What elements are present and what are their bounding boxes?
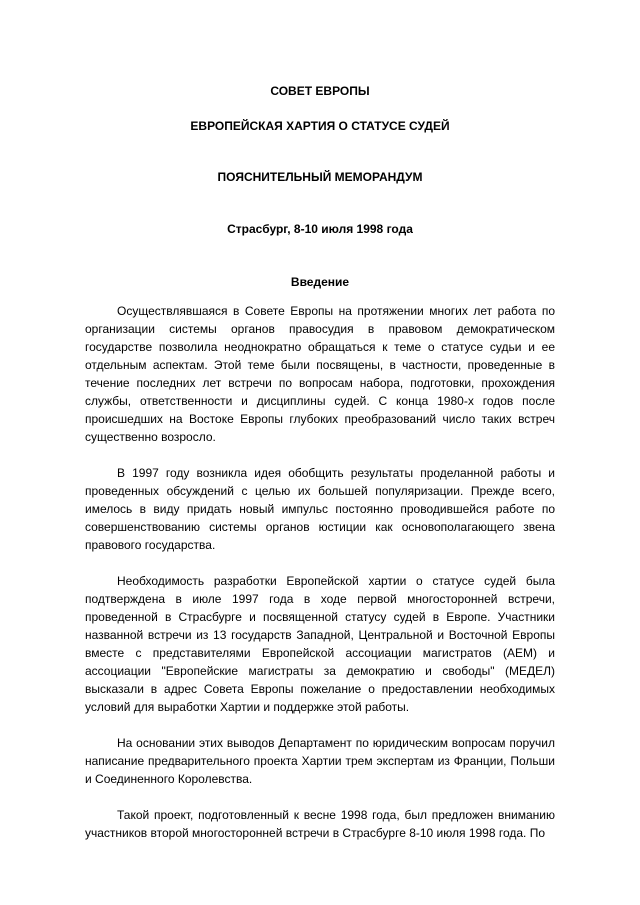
doc-org-title: СОВЕТ ЕВРОПЫ: [270, 84, 370, 98]
paragraph-1: Осуществлявшаяся в Совете Европы на протяжении многих лет работа по организации системы органов правосудия в правовом демократическом государстве позволила неоднократно обращаться к теме о статусе судьи и ее отдельным аспектам. Этой теме были посвящены, в частности, проведенные в течение последних лет встречи по вопросам набора, подготовки, прохождения службы, ответственности и дисциплины судей. С конца 1980-х годов после происшедших на Востоке Европы глубоких преобразований число таких встреч существенно возросло.: [85, 304, 555, 444]
section-heading-introduction: Введение: [290, 275, 350, 289]
paragraph-3: Необходимость разработки Европейской хартии о статусе судей была подтверждена в июле 1997 года в ходе первой многосторонней встречи, проведенной в Страсбурге и посвященной статусу судей в Европе. Участники названной встречи из 13 государств Западной, Центральной и Восточной Европы вместе с представителями Европейской ассоциации магистратов (АЕМ) и ассоциации "Европейские магистраты за демократию и свободы" (МЕДЕЛ) высказали в адрес Совета Европы пожелание о предоставлении необходимых условий для выработки Хартии и поддержке этой работы.: [85, 574, 555, 714]
document-body: [85, 302, 555, 842]
doc-charter-title: ЕВРОПЕЙСКАЯ ХАРТИЯ О СТАТУСЕ СУДЕЙ: [190, 119, 450, 133]
paragraph-5: Такой проект, подготовленный к весне 1998 года, был предложен вниманию участников второй многосторонней встречи в Страсбурге 8-10 июля 1998 года. По: [85, 808, 555, 840]
paragraph-2: В 1997 году возникла идея обобщить результаты проделанной работы и проведенных обсуждений с целью их большей популяризации. Прежде всего, имелось в виду придать новый импульс постоянно проводившейся работе по совершенствованию системы органов юстиции как основополагающего звена правового государства.: [85, 466, 555, 552]
doc-memo-title: ПОЯСНИТЕЛЬНЫЙ МЕМОРАНДУМ: [217, 170, 423, 184]
paragraph-4: На основании этих выводов Департамент по юридическим вопросам поручил написание предварительного проекта Хартии трем экспертам из Франции, Польши и Соединенного Королевства.: [85, 736, 555, 786]
doc-place-date: Страсбург, 8-10 июля 1998 года: [227, 222, 413, 236]
